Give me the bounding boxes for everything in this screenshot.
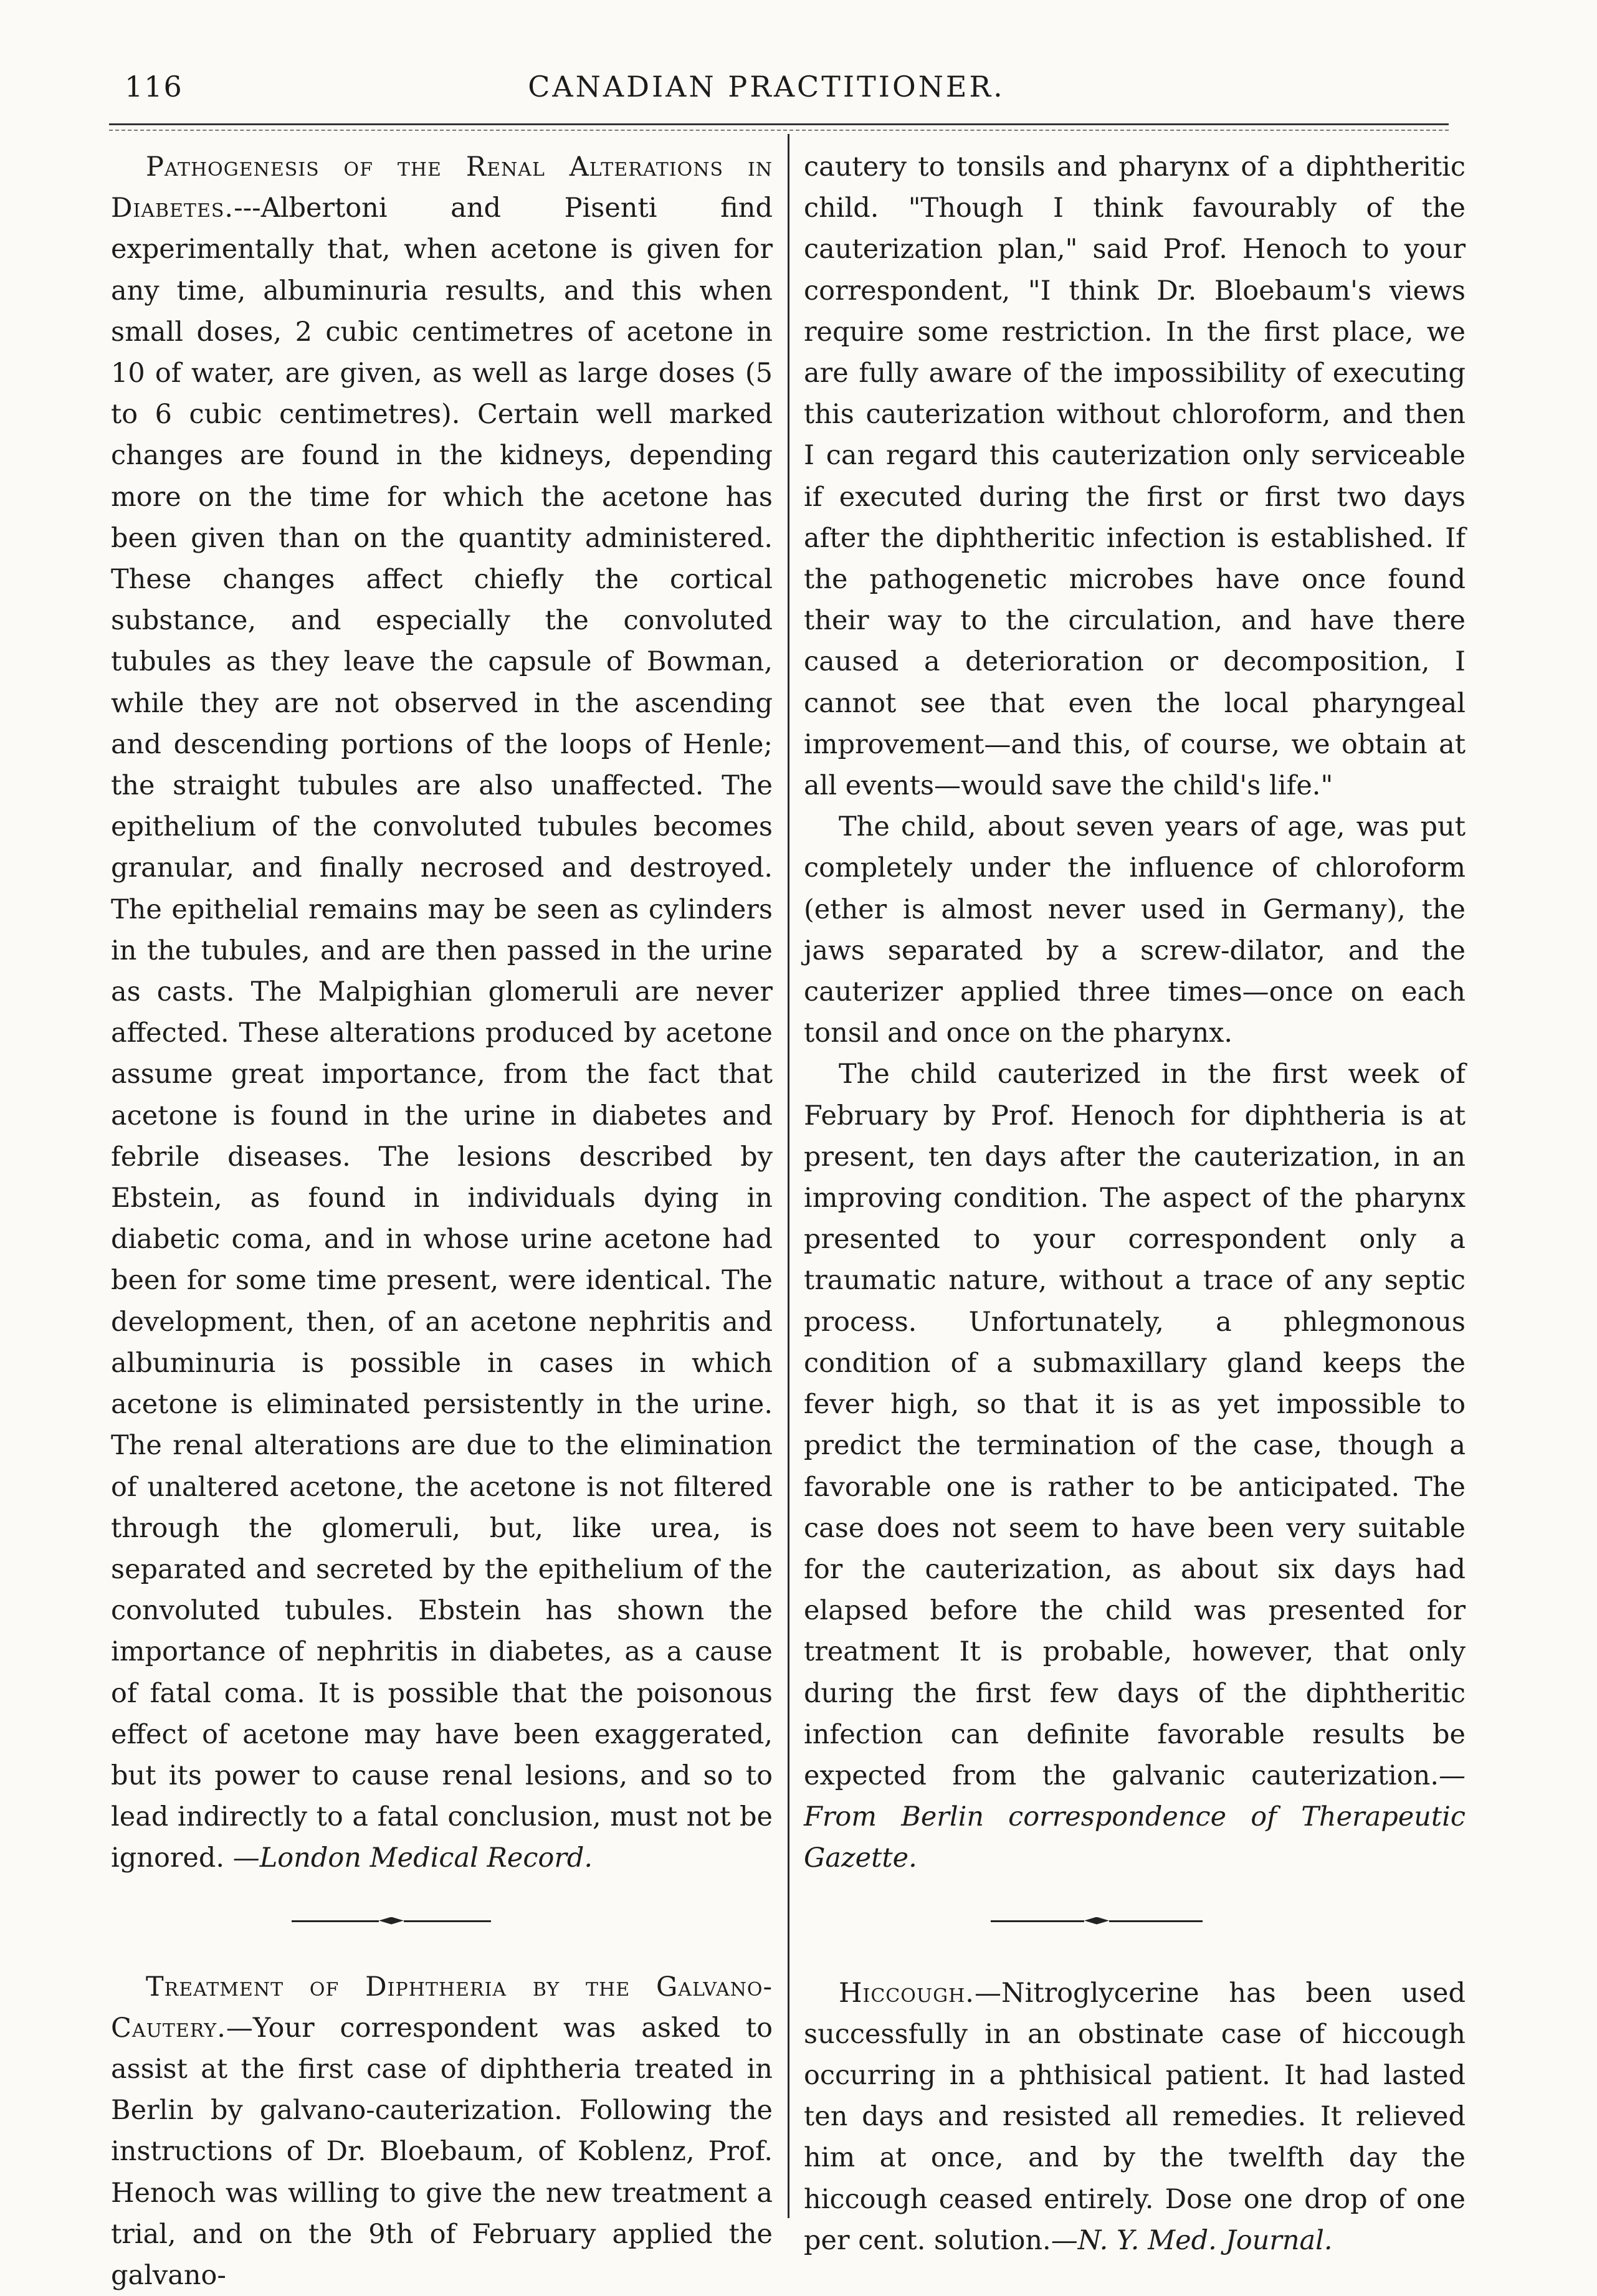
ornament-line-left [991,1920,1084,1922]
paragraph-outcome [804,1054,1466,1879]
header-rule-dashed [109,130,1449,131]
ornament-diamond [379,1917,404,1925]
article-galvano-cautery [111,1966,773,2296]
journal-title: CANADIAN PRACTITIONER. [528,70,1005,103]
ornament-line-right [1109,1920,1203,1922]
column-divider [788,134,789,2218]
ornament-diamond [1084,1917,1109,1925]
ornament-line-right [404,1920,491,1922]
article-continuation: cautery to tonsils and pharynx of a diphtheritic child. "Though I think favourably of the cauterization plan," said Prof. Henoch to your correspondent, "I think Dr. Bloebaum's views require some restriction. In the first place, we are fully aware of the impossibility of executing this cauterization without chloroform, and then I can regard this cauterization only serviceable if executed during the first or first two days after the diphtheritic infection is established. If the pathogenetic microbes have once found their way to the circulation, and have there caused a deterioration or decomposition, I cannot see that even the local pharyngeal improvement—and this, of course, we obtain at all events—would save the child's life." [804,151,1466,802]
article-renal-alterations [111,146,773,1879]
article-hiccough [804,1973,1466,2261]
paragraph-body: The child cauterized in the first week of February by Prof. Henoch for diphtheria is at present, ten days after the cauterization, in an improving condition. The aspect of the pharynx presented to your correspondent only a traumatic nature, without a trace of any septic process. Unfortunately, a phlegmonous condition of a submaxillary gland keeps the fever high, so that it is as yet impossible to predict the termination of the case, though a favorable one is rather to be anticipated. The case does not seem to have been very suitable for the cauterization, as about six days had elapsed before the child was presented for treatment It is probable, however, that only during the first few days of the diphtheritic infection can definite favorable results be expected from the galvanic cauterization. [804,1059,1466,1791]
article-body: —Your correspondent was asked to assist at the first case of diphtheria treated in Berlin by galvano-cauterization. Following the instructions of Dr. Bloebaum, of Koblenz, Prof. Henoch was willing to give the new treatment a trial, and on the 9th of February applied the galvano- [111,2012,773,2291]
header-rule [109,123,1449,125]
article-source: —London Medical Record. [232,1842,593,1874]
page-header [93,70,1439,120]
paragraph-chloroform: The child, about seven years of age, was put completely under the influence of chloroform (ether is almost never used in Germany), the jaws separated by a screw-dilator, and the cauterizer applied three times—once on each tonsil and once on the pharynx. [804,811,1466,1049]
article-source: —N. Y. Med. Journal. [1051,2224,1333,2256]
article-heading: Treatment of Diphtheria by the Galvano-Cautery. [111,1971,773,2044]
right-column [804,146,1466,2261]
article-heading: Hiccough. [839,1977,975,2009]
article-body: —Nitroglycerine has been used successfully in an obstinate case of hiccough occurring in a phthisical patient. It had lasted ten days and resisted all remedies. It relieved him at once, and by the twelfth day the hiccough ceased entirely. Dose one drop of one per cent. solution. [804,1977,1466,2256]
page-number: 116 [125,70,183,103]
left-column [111,146,773,2296]
section-ornament [111,1879,773,1966]
article-source: —From Berlin correspondence of Therapeutic Gazette. [804,1760,1466,1874]
ornament-line-left [292,1920,379,1922]
article-heading: Pathogenesis of the Renal Alterations in Diabetes. [111,151,773,224]
article-body: ---Albertoni and Pisenti find experimentally that, when acetone is given for any time, albuminuria results, and this when small doses, 2 cubic centimetres of acetone in 10 of water, are given, as well as large doses (5 to 6 cubic centimetres). Certain well marked changes are found in the kidneys, depending more on the time for which the acetone has been given than on the quantity administered. These changes affect chiefly the cortical substance, and especially the convoluted tubules as they leave the capsule of Bowman, while they are not observed in the ascending and descending portions of the loops of Henle; the straight tubules are also unaffected. The epithelium of the convoluted tubules becomes granular, and finally necrosed and destroyed. The epithelial remains may be seen as cylinders in the tubules, and are then passed in the urine as casts. The Malpighian glomeruli are never affected. These alterations produced by acetone assume great importance, from the fact that acetone is found in the urine in diabetes and febrile diseases. The lesions described by Ebstein, as found in individuals dying in diabetic coma, and in whose urine acetone had been for some time present, were identical. The development, then, of an acetone nephritis and albuminuria is possible in cases in which acetone is eliminated persistently in the urine. The renal alterations are due to the elimination of unaltered acetone, the acetone is not filtered through the glomeruli, but, like urea, is separated and secreted by the epithelium of the convoluted tubules. Ebstein has shown the importance of nephritis in diabetes, as a cause of fatal coma. It is possible that the poisonous effect of acetone may have been exaggerated, but its power to cause renal lesions, and so to lead indirectly to a fatal conclusion, must not be ignored. [111,193,773,1874]
section-ornament [804,1879,1466,1973]
